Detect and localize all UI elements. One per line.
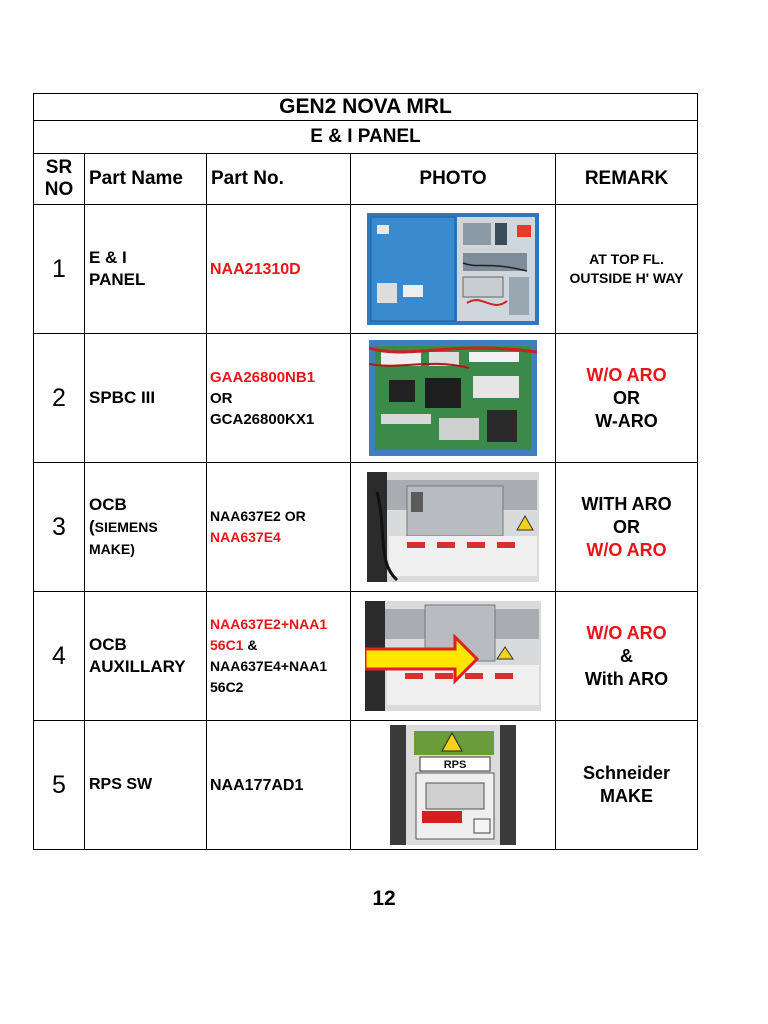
ocb-breaker-photo [367, 472, 539, 582]
sr-number: 4 [34, 592, 85, 721]
part-name: OCB (SIEMENS MAKE) [85, 463, 207, 592]
remark: Schneider MAKE [556, 721, 698, 850]
sr-number: 2 [34, 334, 85, 463]
table-title: GEN2 NOVA MRL [34, 94, 698, 121]
table-row [34, 463, 698, 592]
part-number: NAA177AD1 [207, 721, 351, 850]
col-header-remark: REMARK [556, 154, 698, 205]
part-photo-cell [351, 334, 556, 463]
part-name: RPS SW [85, 721, 207, 850]
remark: AT TOP FL. OUTSIDE H' WAY [556, 205, 698, 334]
part-number: NAA21310D [207, 205, 351, 334]
page-number: 12 [372, 887, 396, 910]
part-photo-cell [351, 205, 556, 334]
part-name: SPBC III [85, 334, 207, 463]
parts-table [33, 93, 698, 850]
ocb-auxillary-photo [365, 601, 541, 711]
col-header-sr: SR NO [34, 154, 85, 205]
sr-number: 1 [34, 205, 85, 334]
remark: WITH ARO OR W/O ARO [556, 463, 698, 592]
spbc-board-photo [369, 340, 537, 456]
rps-photo-label: RPS [443, 759, 467, 771]
rps-switch-photo [390, 725, 516, 845]
e-and-i-panel-photo [367, 213, 539, 325]
table-row [34, 334, 698, 463]
part-name: OCB AUXILLARY [85, 592, 207, 721]
part-number: NAA637E2 OR NAA637E4 [207, 463, 351, 592]
part-photo-cell [351, 721, 556, 850]
col-header-part-name: Part Name [85, 154, 207, 205]
col-header-photo: PHOTO [351, 154, 556, 205]
part-number: NAA637E2+NAA1 56C1 & NAA637E4+NAA1 56C2 [207, 592, 351, 721]
col-header-part-no: Part No. [207, 154, 351, 205]
part-name: E & I PANEL [85, 205, 207, 334]
part-number: GAA26800NB1 OR GCA26800KX1 [207, 334, 351, 463]
sr-number: 5 [34, 721, 85, 850]
table-row [34, 721, 698, 850]
table-subtitle: E & I PANEL [34, 121, 698, 154]
remark: W/O ARO OR W-ARO [556, 334, 698, 463]
header-row [34, 154, 698, 205]
remark: W/O ARO & With ARO [556, 592, 698, 721]
sr-number: 3 [34, 463, 85, 592]
table-row [34, 592, 698, 721]
part-photo-cell [351, 463, 556, 592]
table-row [34, 205, 698, 334]
part-photo-cell [351, 592, 556, 721]
